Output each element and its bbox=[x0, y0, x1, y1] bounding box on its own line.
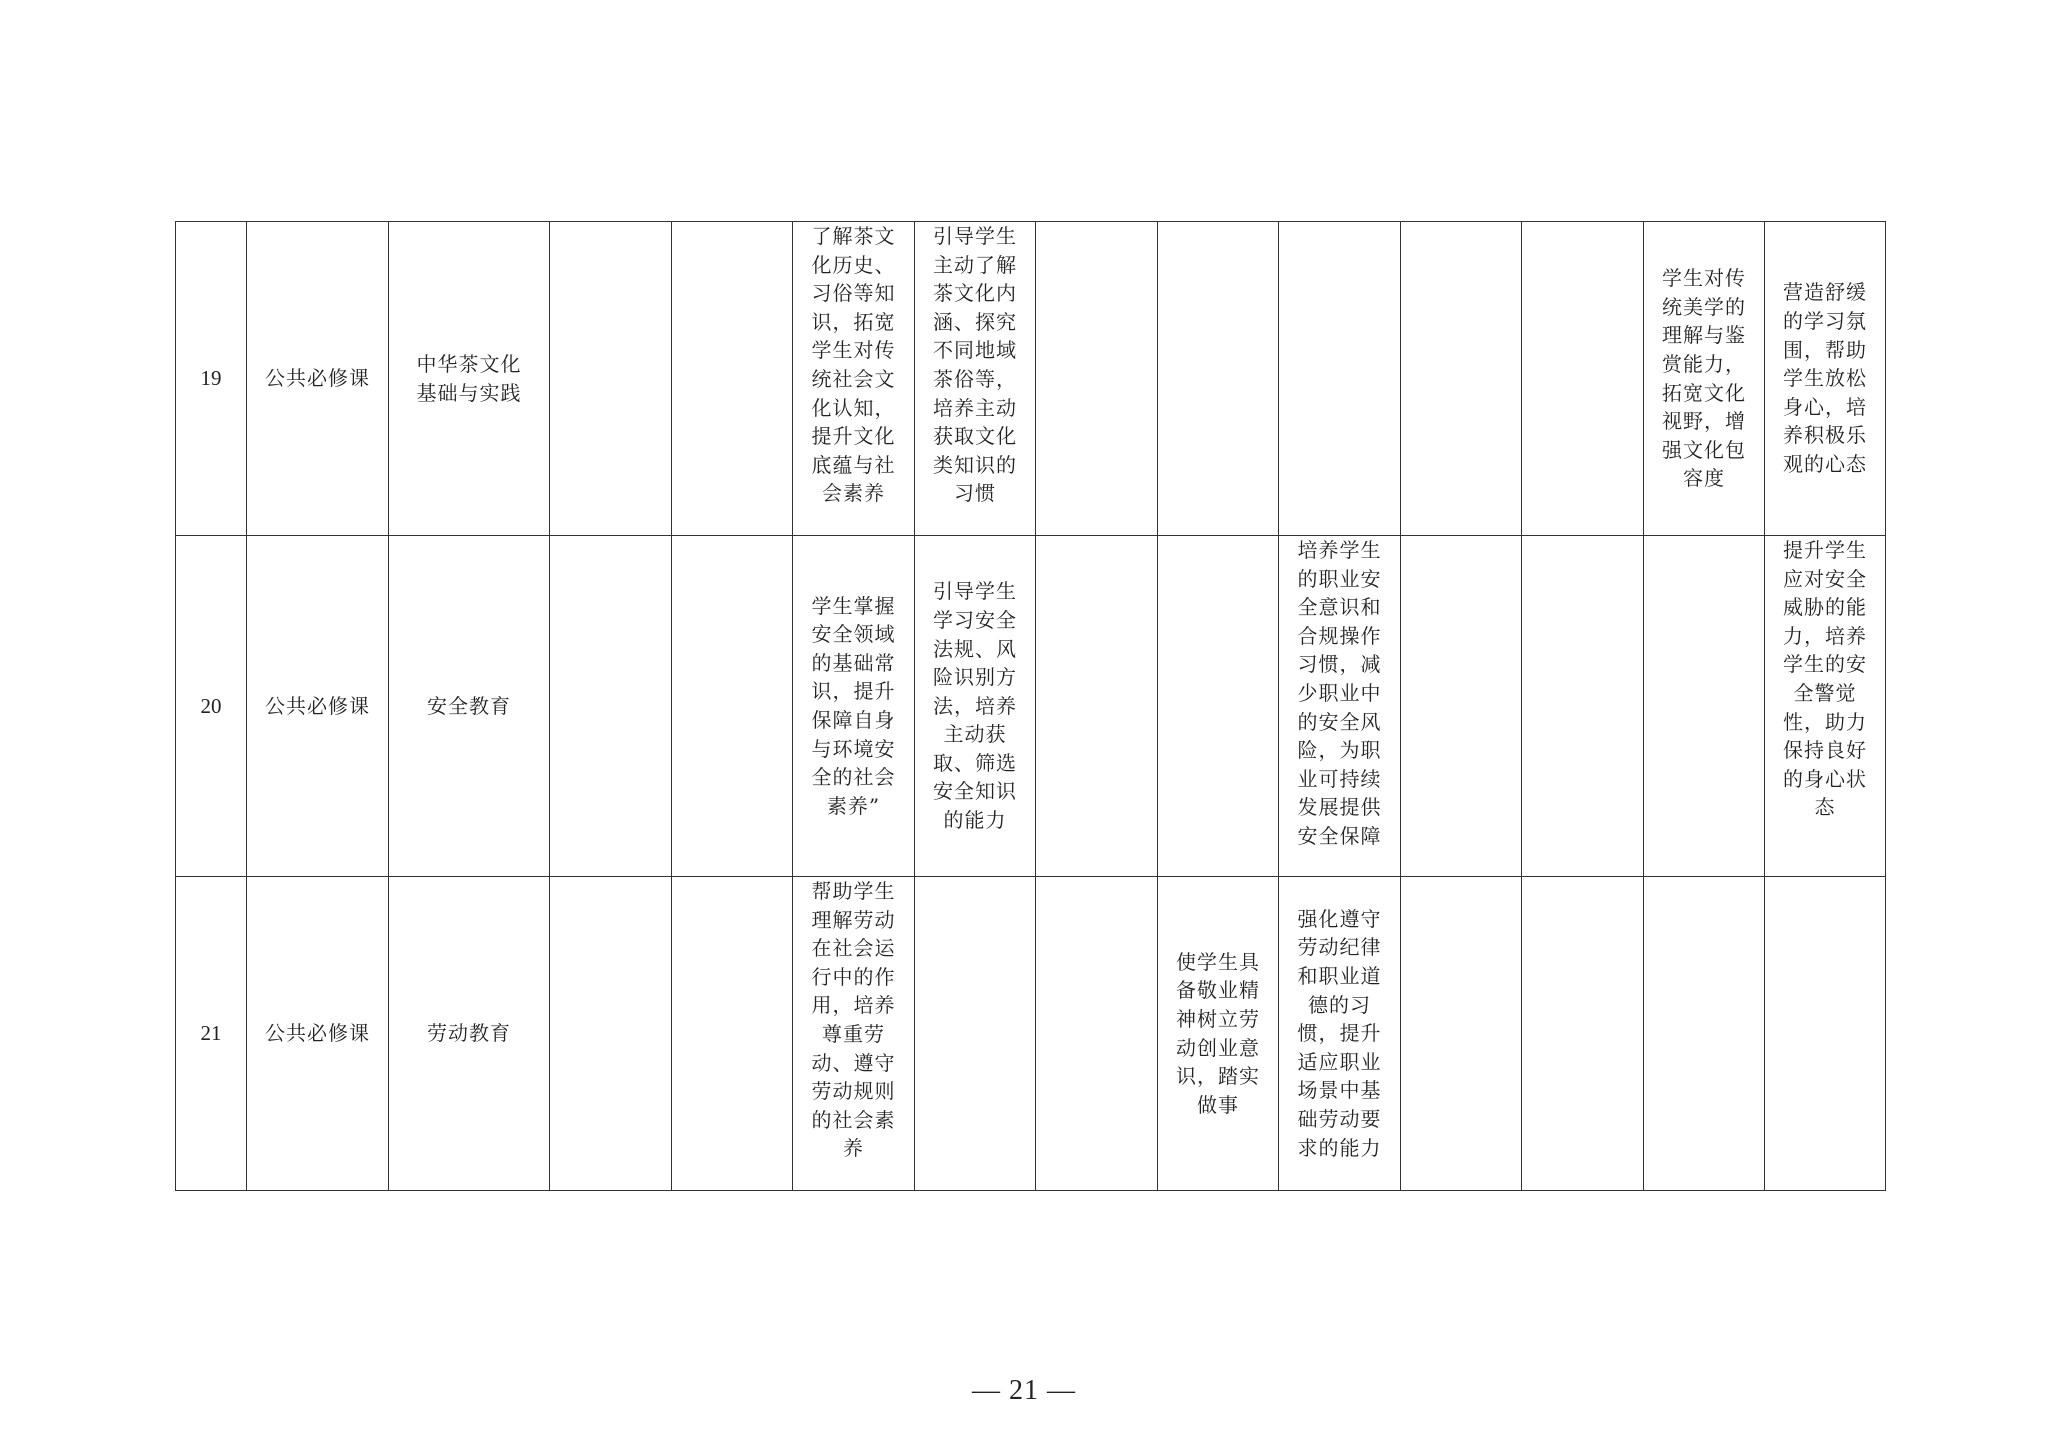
table-cell: 营造舒缓的学习氛围，帮助学生放松身心，培养积极乐观的心态 bbox=[1765, 222, 1886, 536]
table-cell: 培养学生的职业安全意识和合规操作习惯，减少职业中的安全风险，为职业可持续发展提供安全保障 bbox=[1279, 536, 1401, 877]
table-cell: 帮助学生理解劳动在社会运行中的作用，培养尊重劳动、遵守劳动规则的社会素养 bbox=[793, 877, 915, 1191]
table-cell bbox=[1036, 222, 1158, 536]
page-number: — 21 — bbox=[972, 1375, 1076, 1406]
table-cell: 学生掌握安全领域的基础常识，提升保障自身与环境安全的社会素养” bbox=[793, 536, 915, 877]
curriculum-table bbox=[175, 221, 1886, 1191]
table-cell: 学生对传统美学的理解与鉴赏能力，拓宽文化视野，增强文化包容度 bbox=[1644, 222, 1765, 536]
table-row bbox=[176, 877, 1886, 1191]
table-cell bbox=[1158, 222, 1279, 536]
table-cell: 引导学生学习安全法规、风险识别方法，培养主动获取、筛选安全知识的能力 bbox=[915, 536, 1036, 877]
row-number: 19 bbox=[176, 222, 247, 536]
table-cell bbox=[1036, 877, 1158, 1191]
table-cell bbox=[672, 536, 793, 877]
table-cell bbox=[1522, 877, 1644, 1191]
course-category: 公共必修课 bbox=[247, 222, 389, 536]
course-name: 安全教育 bbox=[389, 536, 550, 877]
table-row bbox=[176, 222, 1886, 536]
table-cell: 引导学生主动了解茶文化内涵、探究不同地域茶俗等，培养主动获取文化类知识的习惯 bbox=[915, 222, 1036, 536]
table-cell: 强化遵守劳动纪律和职业道德的习惯，提升适应职业场景中基础劳动要求的能力 bbox=[1279, 877, 1401, 1191]
table-cell: 了解茶文化历史、习俗等知识，拓宽学生对传统社会文化认知，提升文化底蕴与社会素养 bbox=[793, 222, 915, 536]
table-cell bbox=[1401, 222, 1522, 536]
table-cell bbox=[1644, 536, 1765, 877]
table-cell bbox=[550, 222, 672, 536]
table-cell bbox=[1644, 877, 1765, 1191]
table-cell bbox=[672, 222, 793, 536]
table-cell bbox=[550, 877, 672, 1191]
table-row bbox=[176, 536, 1886, 877]
table-cell bbox=[1401, 877, 1522, 1191]
table-cell bbox=[915, 877, 1036, 1191]
course-name: 劳动教育 bbox=[389, 877, 550, 1191]
table-cell bbox=[1522, 222, 1644, 536]
table-cell bbox=[1036, 536, 1158, 877]
table-cell: 提升学生应对安全威胁的能力，培养学生的安全警觉性，助力保持良好的身心状态 bbox=[1765, 536, 1886, 877]
table-cell bbox=[1279, 222, 1401, 536]
row-number: 21 bbox=[176, 877, 247, 1191]
row-number: 20 bbox=[176, 536, 247, 877]
table-cell bbox=[1401, 536, 1522, 877]
table-cell bbox=[1158, 536, 1279, 877]
course-name: 中华茶文化基础与实践 bbox=[389, 222, 550, 536]
table-cell bbox=[1522, 536, 1644, 877]
table-cell bbox=[550, 536, 672, 877]
course-category: 公共必修课 bbox=[247, 877, 389, 1191]
table-cell: 使学生具备敬业精神树立劳动创业意识，踏实做事 bbox=[1158, 877, 1279, 1191]
table-cell bbox=[672, 877, 793, 1191]
table-cell bbox=[1765, 877, 1886, 1191]
course-category: 公共必修课 bbox=[247, 536, 389, 877]
